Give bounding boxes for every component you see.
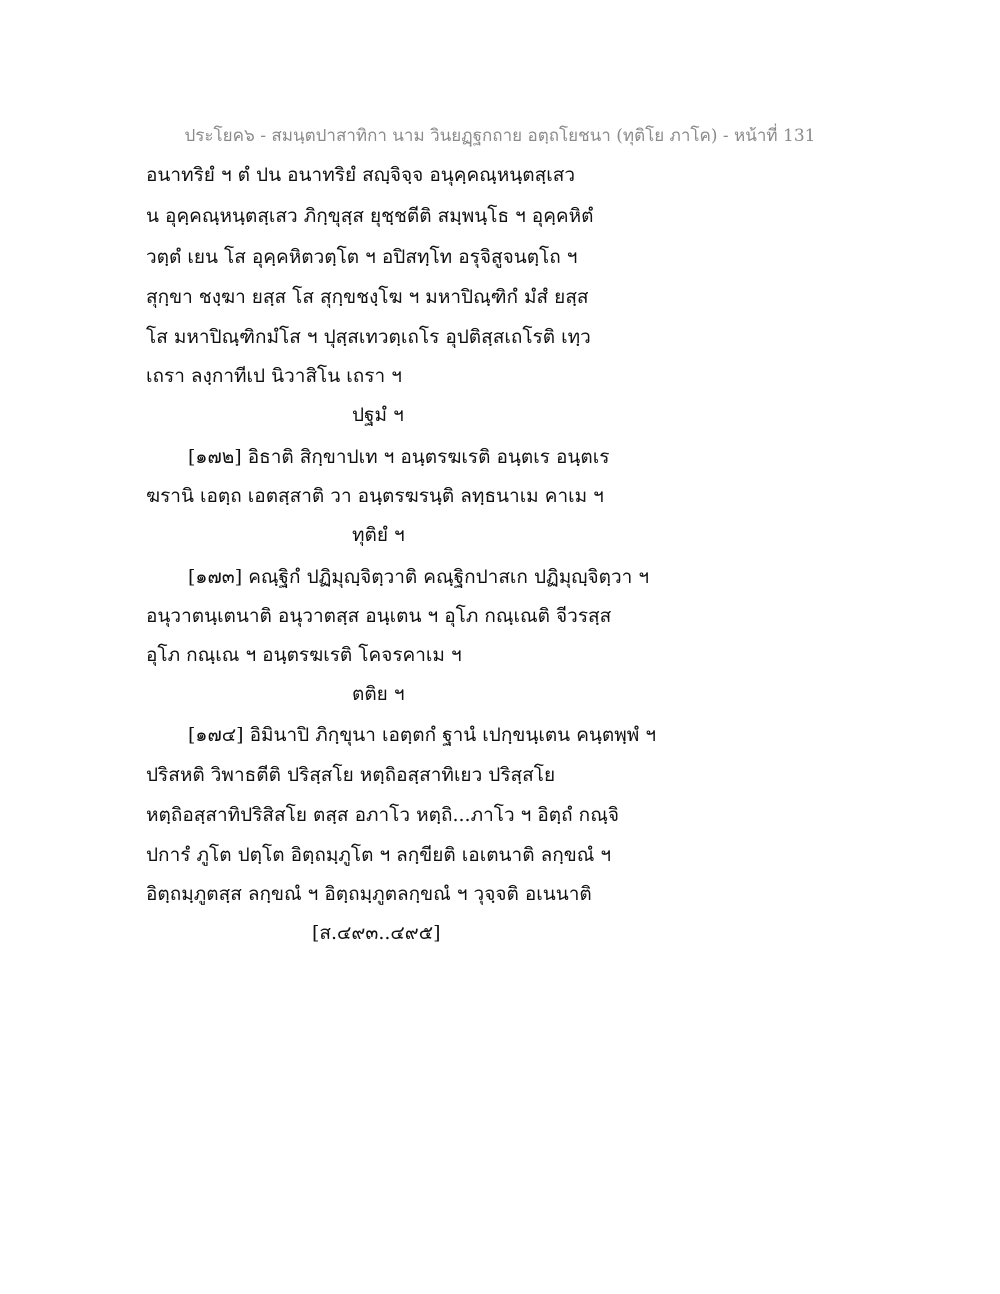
body-line-9: ฆรานิ เอตฺถ เอตสฺสาติ วา อนฺตรฆรนฺติ ลทฺธนาเม คาเม ฯ (146, 485, 604, 507)
body-line-6: เถรา ลงฺกาทีเป นิวาสิโน เถรา ฯ (146, 365, 402, 387)
body-line-15: [๑๗๔] อิมินาปิ ภิกฺขุนา เอตฺตกํ ฐานํ เปกฺขนฺเตน คนฺตพฺพํ ฯ (188, 724, 656, 746)
reference-note: [ส.๔๙๓..๔๙๕] (312, 922, 441, 944)
section-heading-1: ปฐมํ ฯ (352, 404, 404, 426)
body-line-11: [๑๗๓] คณฺฐิกํ ปฏิมุญฺจิตฺวาติ คณฺฐิกปาสเก ปฏิมุญฺจิตฺวา ฯ (188, 566, 650, 588)
section-heading-2: ทุติยํ ฯ (352, 524, 405, 546)
body-line-16: ปริสหติ วิพาธตีติ ปริสฺสโย หตฺถิอสฺสาทิเยว ปริสฺสโย (146, 764, 556, 786)
body-line-13: อุโภ กณฺเณ ฯ อนฺตรฆเรติ โคจรคาเม ฯ (146, 644, 462, 666)
section-heading-3: ตติย ฯ (352, 683, 405, 705)
body-line-2: น อุคฺคณฺหนฺตสฺเสว ภิกฺขุสฺส ยุชฺชตีติ สมฺพนฺโธ ฯ อุคฺคหิตํ (146, 205, 594, 227)
body-line-17: หตฺถิอสฺสาทิปริสิสโย ตสฺส อภาโว หตฺถิ...ภาโว ฯ อิตฺถํ กณฺจิ (146, 804, 619, 826)
body-line-12: อนุวาตนฺเตนาติ อนุวาตสฺส อนฺเตน ฯ อุโภ กณฺเณติ จีวรสฺส (146, 605, 612, 627)
page-header: ประโยค๖ - สมนฺตปาสาทิกา นาม วินยฏฺฐกถาย อตฺถโยชนา (ทุติโย ภาโค) - หน้าที่ 131 (184, 126, 816, 146)
body-line-18: ปการํ ภูโต ปตฺโต อิตฺถมฺภูโต ฯ ลกฺขียติ เอเตนาติ ลกฺขณํ ฯ (146, 844, 612, 866)
body-line-1: อนาทริยํ ฯ ตํ ปน อนาทริยํ สญฺจิจฺจ อนุคฺคณฺหนฺตสฺเสว (146, 164, 575, 186)
body-line-5: โส มหาปิณฺฑิกมํโส ฯ ปุสฺสเทวตฺเถโร อุปติสฺสเถโรติ เทฺว (146, 326, 591, 348)
body-line-4: สุกฺขา ชงฺฆา ยสฺส โส สุกฺขชงฺโฆ ฯ มหาปิณฺฑิกํ มํสํ ยสฺส (146, 286, 589, 308)
body-line-19: อิตฺถมฺภูตสฺส ลกฺขณํ ฯ อิตฺถมฺภูตลกฺขณํ ฯ วุจฺจติ อเนนาติ (146, 883, 592, 905)
body-line-3: วตฺตํ เยน โส อุคฺคหิตวตฺโต ฯ อปิสทฺโท อรุจิสูจนตฺโถ ฯ (146, 246, 578, 268)
body-line-8: [๑๗๒] อิธาติ สิกฺขาปเท ฯ อนฺตรฆเรติ อนฺตเร อนฺตเร (188, 446, 610, 468)
